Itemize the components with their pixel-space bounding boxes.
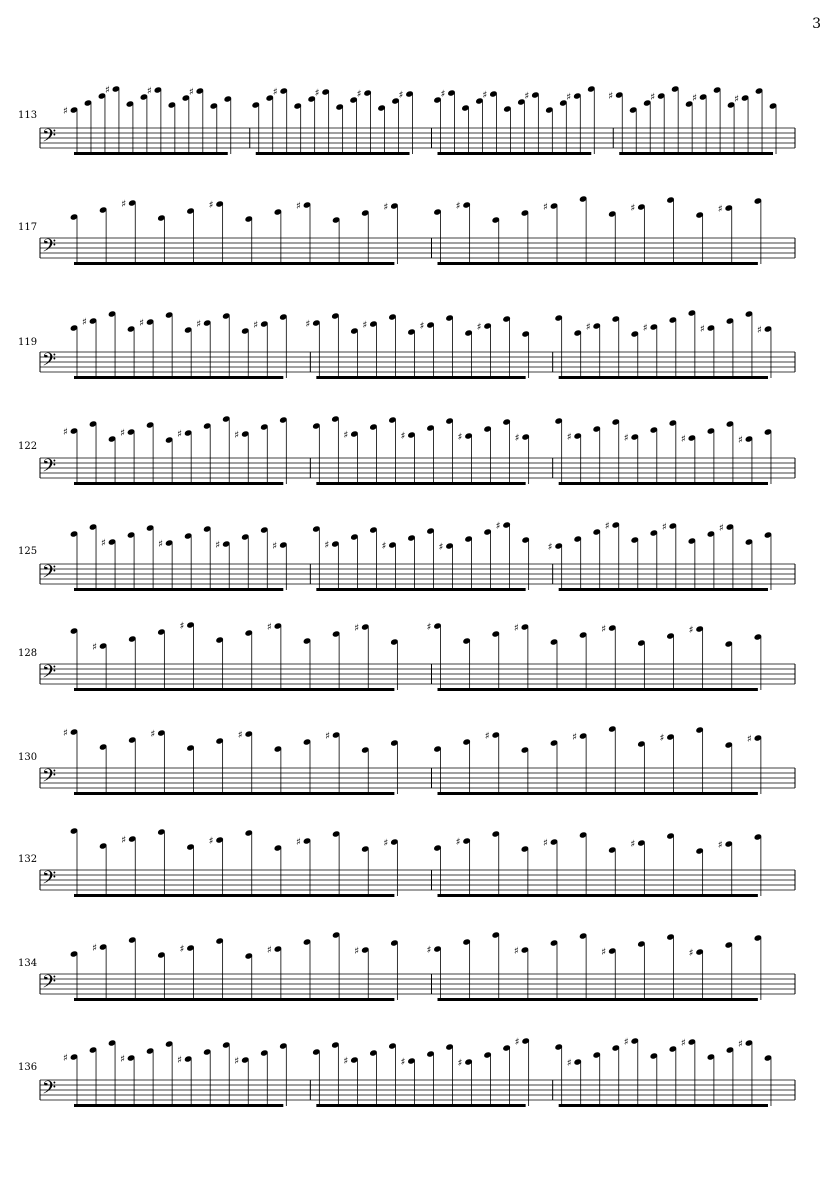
sharp-icon: ♯ [457,1058,463,1069]
sharp-icon: ♯ [455,201,461,212]
staff [0,1002,835,1122]
sharp-icon: ♯ [514,433,520,444]
sharp-icon: ♯ [484,731,490,742]
sharp-icon: ♯ [482,90,488,101]
sharp-icon: ♯ [177,1055,183,1066]
staff [0,262,835,382]
sharp-icon: ♯ [354,946,360,957]
sharp-icon: ♯ [234,1056,240,1067]
sharp-icon: ♯ [237,730,243,741]
sharp-icon: ♯ [325,731,330,742]
sharp-icon: ♯ [476,322,482,333]
sharp-icon: ♯ [139,318,144,329]
staff-system [0,378,835,498]
sharp-icon: ♯ [718,523,724,534]
sharp-icon: ♯ [104,85,110,96]
sharp-icon: ♯ [120,428,125,439]
measure-number: 125 [18,546,38,557]
sharp-icon: ♯ [266,622,272,633]
measure-number: 119 [18,337,38,348]
sharp-icon: ♯ [623,433,629,444]
measure-number: 130 [18,752,38,763]
sharp-icon: ♯ [688,948,694,959]
sharp-icon: ♯ [630,203,636,214]
sharp-icon: ♯ [343,1056,349,1067]
bass-clef-icon: 𝄢 [42,562,57,587]
measure-number: 128 [18,648,38,659]
sharp-icon: ♯ [179,621,185,632]
page-number: 3 [812,16,821,32]
sharp-icon: ♯ [272,87,278,98]
sharp-icon: ♯ [513,946,519,957]
sharp-icon: ♯ [253,320,259,331]
sharp-icon: ♯ [63,106,68,117]
sharp-icon: ♯ [400,431,406,442]
staff-system [0,262,835,382]
sharp-icon: ♯ [215,540,221,551]
sharp-icon: ♯ [514,1037,520,1048]
note-beam [438,998,758,1001]
bass-clef-icon: 𝄢 [42,766,57,791]
sharp-icon: ♯ [547,542,553,553]
sharp-icon: ♯ [398,90,404,101]
measure-number: 122 [18,441,38,452]
bass-clef-icon: 𝄢 [42,662,57,687]
staff-system [0,1002,835,1122]
note-beam [74,894,394,897]
sharp-icon: ♯ [737,435,743,446]
staff [0,898,835,1018]
measure-number: 113 [18,110,38,121]
staff-system [0,150,835,270]
note-beam [316,1104,525,1107]
sharp-icon: ♯ [440,89,446,100]
sharp-icon: ♯ [495,521,501,532]
sharp-icon: ♯ [92,642,97,653]
sharp-icon: ♯ [146,86,152,97]
staff-system [0,484,835,604]
sharp-icon: ♯ [680,434,686,445]
sharp-icon: ♯ [455,837,461,848]
sharp-icon: ♯ [438,542,444,553]
sharp-icon: ♯ [208,200,214,211]
staff-system [0,40,835,160]
staff-system [0,792,835,912]
sharp-icon: ♯ [82,317,87,328]
sharp-icon: ♯ [305,319,311,330]
sharp-icon: ♯ [717,840,723,851]
note-beam [74,998,394,1001]
sharp-icon: ♯ [601,947,607,958]
sharp-icon: ♯ [699,324,705,335]
measure-number: 117 [18,222,38,233]
bass-clef-icon: 𝄢 [42,350,57,375]
staff [0,40,835,160]
note-beam [74,688,394,691]
sharp-icon: ♯ [659,733,665,744]
note-beam [74,1104,283,1107]
bass-clef-icon: 𝄢 [42,1078,57,1103]
bass-clef-icon: 𝄢 [42,868,57,893]
sharp-icon: ♯ [604,521,610,532]
bass-clef-icon: 𝄢 [42,126,57,151]
sharp-icon: ♯ [188,87,194,98]
sharp-icon: ♯ [158,539,163,550]
sharp-icon: ♯ [63,1053,68,1064]
sharp-icon: ♯ [688,625,694,636]
sharp-icon: ♯ [524,91,530,102]
note-beam [438,894,758,897]
measure-number: 132 [18,854,38,865]
bass-clef-icon: 𝄢 [42,456,57,481]
staff [0,150,835,270]
sharp-icon: ♯ [585,322,591,333]
sharp-icon: ♯ [400,1057,406,1068]
sharp-icon: ♯ [566,432,572,443]
staff [0,378,835,498]
sharp-icon: ♯ [179,944,185,955]
sharp-icon: ♯ [426,945,432,956]
sharp-icon: ♯ [566,92,572,103]
staff [0,484,835,604]
sharp-icon: ♯ [63,728,68,739]
sharp-icon: ♯ [572,732,577,743]
sharp-icon: ♯ [381,541,387,552]
sharp-icon: ♯ [92,943,97,954]
sharp-icon: ♯ [746,734,752,745]
sharp-icon: ♯ [680,1038,686,1049]
sharp-icon: ♯ [383,202,389,213]
sharp-icon: ♯ [543,838,548,849]
staff [0,792,835,912]
sharp-icon: ♯ [513,623,519,634]
sharp-icon: ♯ [121,199,127,210]
sharp-icon: ♯ [457,432,463,443]
measure-number: 134 [18,958,38,969]
bass-clef-icon: 𝄢 [42,236,57,261]
sharp-icon: ♯ [314,88,320,99]
sharp-icon: ♯ [120,1054,125,1065]
sharp-icon: ♯ [608,91,614,102]
note-beam [559,1104,768,1107]
sharp-icon: ♯ [324,540,330,551]
sharp-icon: ♯ [296,201,301,212]
sharp-icon: ♯ [354,623,360,634]
sharp-icon: ♯ [756,325,762,336]
sharp-icon: ♯ [296,837,301,848]
sharp-icon: ♯ [121,835,127,846]
sharp-icon: ♯ [630,839,636,850]
sharp-icon: ♯ [150,729,156,740]
sharp-icon: ♯ [601,624,607,635]
measure-number: 136 [18,1062,38,1073]
sharp-icon: ♯ [383,838,389,849]
sharp-icon: ♯ [208,836,214,847]
sharp-icon: ♯ [177,429,183,440]
sharp-icon: ♯ [623,1037,629,1048]
sharp-icon: ♯ [419,321,425,332]
sharp-icon: ♯ [737,1039,743,1050]
sharp-icon: ♯ [362,320,368,331]
note-beam [438,688,758,691]
staff-system [0,898,835,1018]
sharp-icon: ♯ [266,945,272,956]
sharp-icon: ♯ [734,94,739,105]
sharp-icon: ♯ [426,622,432,633]
bass-clef-icon: 𝄢 [42,972,57,997]
sharp-icon: ♯ [692,93,697,104]
staff [0,588,835,708]
sharp-icon: ♯ [63,427,68,438]
sharp-icon: ♯ [356,89,362,100]
sharp-icon: ♯ [650,92,656,103]
sharp-icon: ♯ [234,430,240,441]
sharp-icon: ♯ [272,541,278,552]
sharp-icon: ♯ [661,522,667,533]
sharp-icon: ♯ [717,204,723,215]
sharp-icon: ♯ [343,430,349,441]
sharp-icon: ♯ [101,538,106,549]
sharp-icon: ♯ [543,202,548,213]
sharp-icon: ♯ [566,1058,572,1069]
sharp-icon: ♯ [642,323,648,334]
staff-system [0,588,835,708]
sharp-icon: ♯ [196,319,202,330]
